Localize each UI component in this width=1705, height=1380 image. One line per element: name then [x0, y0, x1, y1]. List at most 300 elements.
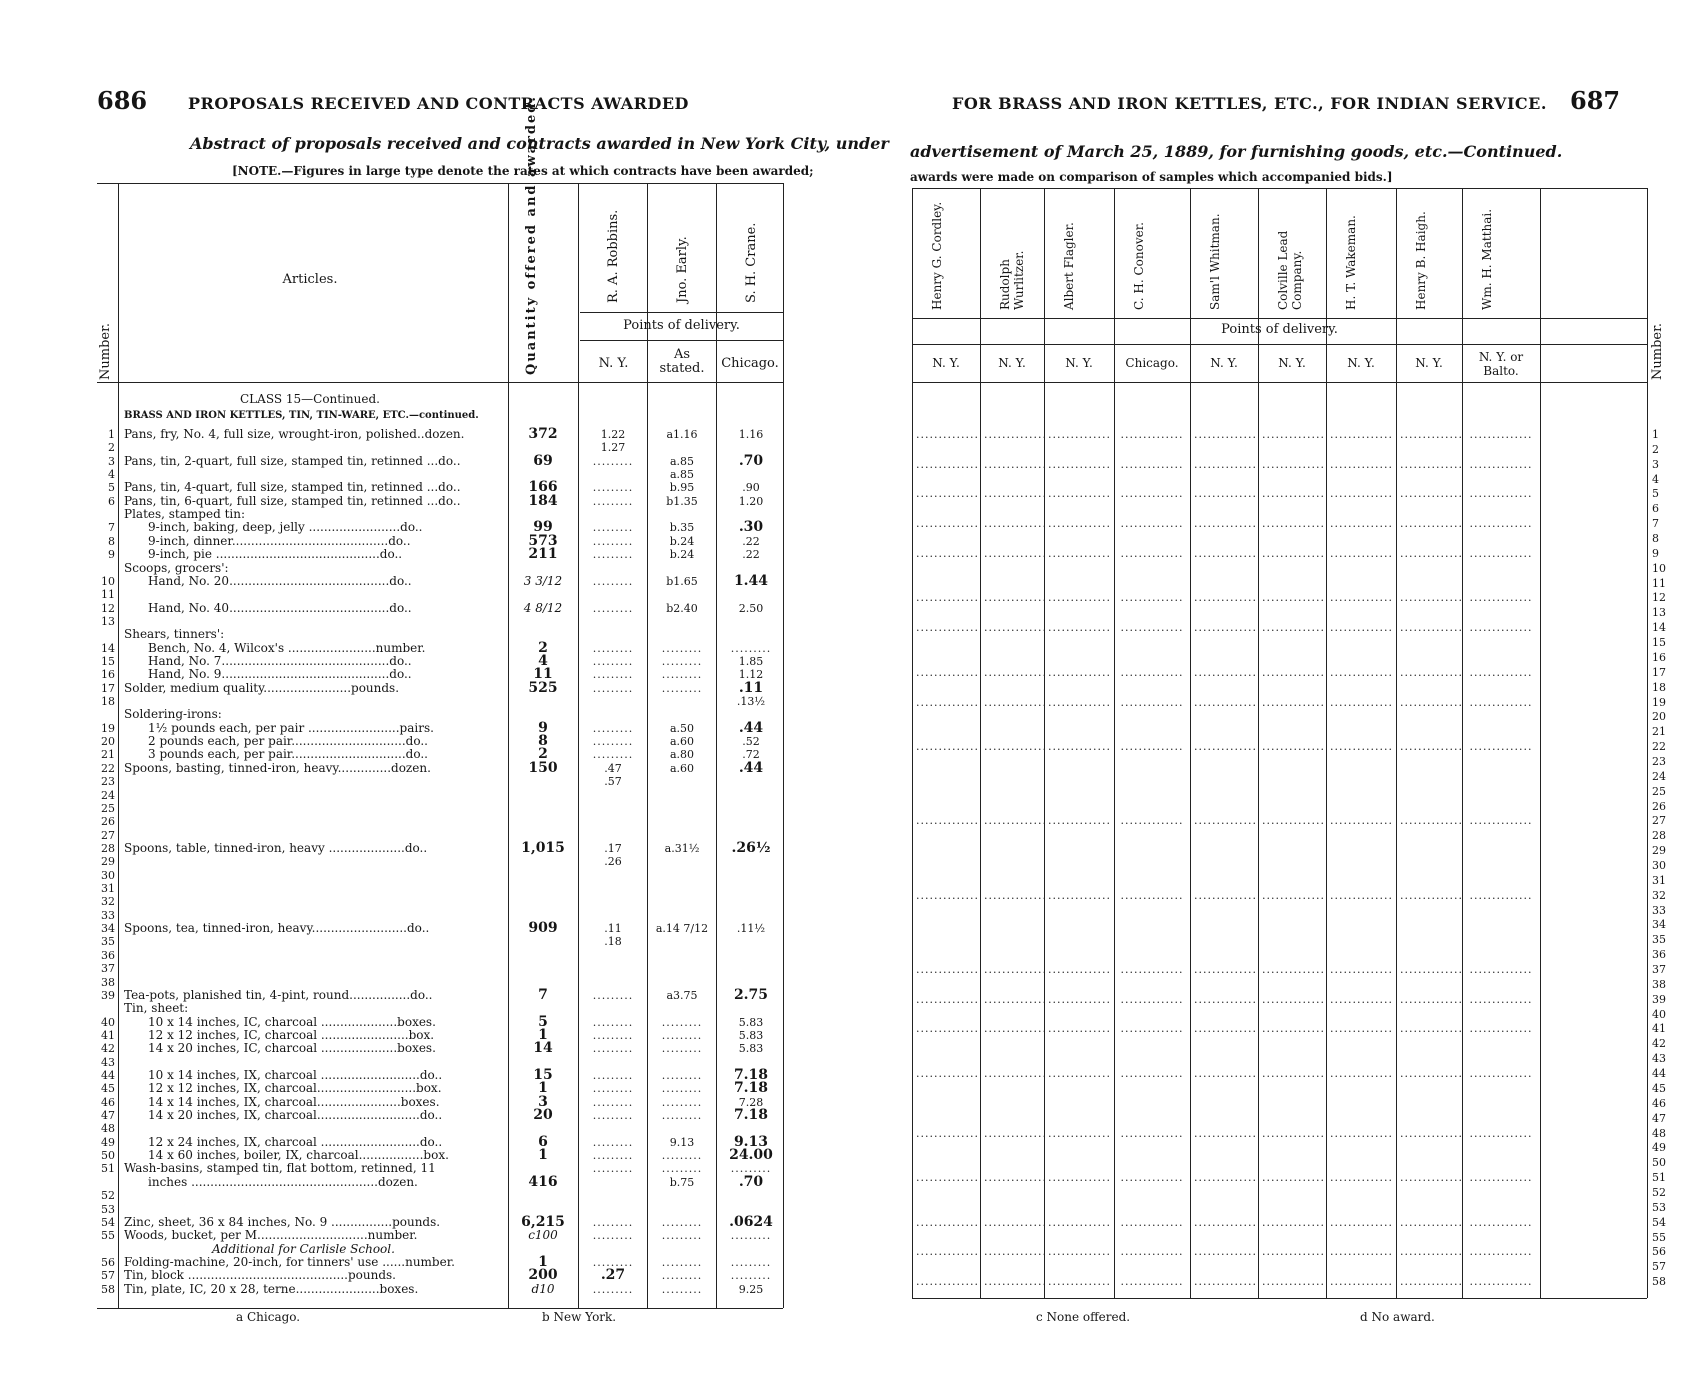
bid-cell: 7.28 — [738, 1095, 764, 1109]
col-divider — [912, 188, 913, 1298]
dotted-leader: .............. — [916, 1171, 979, 1185]
dotted-leader: .............. — [1400, 591, 1463, 605]
bid-cell: b.24 — [669, 548, 695, 562]
row-number: 52 — [101, 1189, 115, 1203]
dotted-leader: .............. — [1048, 695, 1111, 709]
bid-cell: .44 — [738, 759, 764, 776]
dotted-leader: .............. — [1330, 1171, 1393, 1185]
row-number: 14 — [1652, 621, 1666, 635]
dotted-leader: .............. — [1048, 992, 1111, 1006]
dotted-leader: .............. — [1330, 1067, 1393, 1081]
dotted-leader: ......... — [730, 1269, 772, 1283]
dotted-leader: .............. — [1400, 740, 1463, 754]
row-number: 39 — [1652, 992, 1666, 1006]
dotted-leader: .............. — [984, 621, 1047, 635]
article-label: Spoons, tea, tinned-iron, heavy.........................do.. — [124, 921, 430, 936]
dotted-leader: .............. — [916, 591, 979, 605]
row-number: 10 — [1652, 561, 1666, 575]
dotted-leader: ......... — [730, 641, 772, 655]
dotted-leader: .............. — [1048, 546, 1111, 560]
row-number: 30 — [1652, 859, 1666, 872]
row-number: 21 — [1652, 725, 1666, 739]
dotted-leader: .............. — [1469, 517, 1533, 531]
article-label: 10 x 14 inches, IC, charcoal ....................boxes. — [148, 1014, 436, 1029]
row-number: 33 — [1652, 903, 1666, 917]
row-number: 57 — [101, 1269, 115, 1283]
dotted-leader: .............. — [1400, 1022, 1463, 1036]
row-number: 45 — [101, 1082, 115, 1096]
row-number: 39 — [101, 988, 115, 1002]
dotted-leader: .............. — [916, 428, 979, 441]
dotted-leader: ......... — [730, 1255, 772, 1269]
dotted-leader: .............. — [1120, 740, 1184, 754]
quantity-cell: 2 — [538, 639, 548, 656]
quantity-cell: 20 — [533, 1107, 553, 1124]
dotted-leader: .............. — [1262, 1245, 1325, 1259]
col-divider — [1647, 188, 1648, 1298]
quantity-cell: c100 — [528, 1228, 558, 1243]
footnote: d No award. — [1360, 1310, 1435, 1324]
quantity-cell: 1 — [538, 1080, 548, 1097]
dotted-leader: .............. — [1469, 428, 1533, 441]
row-number: 7 — [108, 521, 115, 535]
bid-cell: .11 — [738, 679, 764, 696]
bid-cell: .47 — [604, 761, 622, 775]
quantity-cell: 1 — [538, 1026, 548, 1043]
quantity-cell: 6,215 — [521, 1213, 565, 1230]
points-of-delivery: Points of delivery. — [623, 318, 740, 333]
bidder-header: Wm. H. Matthai. — [1480, 208, 1494, 310]
dotted-leader: ......... — [592, 641, 634, 655]
right-page — [852, 0, 1705, 1380]
dotted-leader: ......... — [592, 655, 634, 668]
class-title: CLASS 15—Continued. — [240, 392, 380, 406]
article-label: Tin, plate, IC, 20 x 28, terne......................boxes. — [124, 1281, 419, 1296]
place-header: N. Y. or Balto. — [1478, 350, 1524, 378]
article-label: 12 x 12 inches, IC, charcoal .......................box. — [148, 1027, 435, 1042]
row-number: 19 — [1652, 695, 1666, 709]
dotted-leader: .............. — [1048, 1215, 1111, 1229]
col-divider — [716, 183, 717, 1308]
dotted-leader: .............. — [1048, 1245, 1111, 1259]
header-bottom-rule — [912, 382, 1647, 383]
dotted-leader: .............. — [1120, 1022, 1184, 1036]
article-label: Hand, No. 20..........................................do.. — [148, 573, 412, 588]
row-number: 1 — [108, 428, 115, 441]
dotted-leader: ......... — [661, 1082, 703, 1096]
row-number: 40 — [1652, 1007, 1666, 1021]
dotted-leader: .............. — [1330, 695, 1393, 709]
place-rule — [912, 344, 1647, 345]
row-number: 51 — [1652, 1171, 1666, 1185]
dotted-leader: .............. — [984, 428, 1047, 441]
dotted-leader: .............. — [1194, 665, 1257, 679]
row-number: 33 — [101, 908, 115, 922]
row-number: 26 — [1652, 799, 1666, 813]
dotted-leader: .............. — [1262, 487, 1325, 501]
dotted-leader: .............. — [1120, 695, 1184, 709]
dotted-leader: .............. — [1262, 740, 1325, 754]
row-number: 49 — [1652, 1141, 1666, 1155]
row-number: 29 — [101, 855, 115, 869]
dotted-leader: .............. — [984, 665, 1047, 679]
bid-cell: 9.13 — [669, 1135, 695, 1149]
quantity-header: Quantity offered and awarded. — [524, 95, 539, 375]
place-header: N. Y. — [1415, 356, 1443, 370]
row-number: 36 — [1652, 948, 1666, 962]
dotted-leader: .............. — [916, 963, 979, 977]
dotted-leader: .............. — [1120, 428, 1184, 441]
dotted-leader: ......... — [661, 1149, 703, 1163]
row-number: 2 — [108, 441, 115, 455]
row-number: 4 — [1652, 472, 1659, 486]
quantity-cell: 166 — [528, 479, 558, 496]
dotted-leader: .............. — [1400, 546, 1463, 560]
article-label: Soldering-irons: — [124, 707, 222, 722]
quantity-cell: 69 — [533, 452, 553, 469]
row-number: 35 — [101, 935, 115, 949]
bid-cell: .26 — [604, 855, 622, 869]
dotted-leader: .............. — [1400, 1215, 1463, 1229]
row-number: 29 — [1652, 844, 1666, 858]
bid-cell: .22 — [742, 534, 760, 548]
quantity-cell: 525 — [528, 679, 558, 696]
col-divider — [980, 188, 981, 1298]
footnote: b New York. — [542, 1310, 617, 1324]
row-number: 15 — [1652, 636, 1666, 650]
quantity-cell: 11 — [533, 666, 553, 683]
row-number: 11 — [1652, 576, 1666, 590]
dotted-leader: .............. — [1048, 428, 1111, 441]
row-number: 35 — [1652, 933, 1666, 947]
quantity-cell: 909 — [528, 920, 558, 937]
quantity-cell: 416 — [528, 1173, 558, 1190]
dotted-leader: .............. — [1469, 665, 1533, 679]
row-number: 17 — [1652, 665, 1666, 679]
bid-cell: .44 — [738, 719, 764, 736]
col-divider — [1190, 188, 1191, 1298]
dotted-leader: .............. — [1330, 740, 1393, 754]
article-label: 2 pounds each, per pair..............................do.. — [148, 734, 428, 749]
dotted-leader: .............. — [1330, 665, 1393, 679]
dotted-leader: .............. — [984, 1245, 1047, 1259]
dotted-leader: .............. — [1120, 546, 1184, 560]
dotted-leader: ......... — [592, 988, 634, 1002]
row-number: 37 — [101, 962, 115, 976]
col-divider — [118, 183, 119, 1308]
dotted-leader: .............. — [1330, 888, 1393, 902]
dotted-leader: .............. — [916, 992, 979, 1006]
row-number: 30 — [101, 868, 115, 882]
row-number: 27 — [101, 828, 115, 842]
dotted-leader: .............. — [916, 546, 979, 560]
quantity-cell: 3 — [538, 1093, 548, 1110]
article-label: Spoons, table, tinned-iron, heavy ....................do.. — [124, 840, 428, 855]
article-label: Tea-pots, planished tin, 4-pint, round................do.. — [124, 987, 433, 1002]
quantity-cell: 8 — [538, 733, 548, 750]
dotted-leader: ......... — [592, 1229, 634, 1243]
dotted-leader: .............. — [1262, 1215, 1325, 1229]
dotted-leader: .............. — [1262, 992, 1325, 1006]
dotted-leader: .............. — [984, 695, 1047, 709]
row-number: 57 — [1652, 1260, 1666, 1274]
dotted-leader: .............. — [1400, 457, 1463, 471]
bid-cell: b1.35 — [666, 494, 698, 508]
dotted-leader: .............. — [1469, 621, 1533, 635]
row-number: 47 — [1652, 1111, 1666, 1125]
dotted-leader: .............. — [916, 1245, 979, 1259]
bid-cell: .30 — [738, 519, 764, 536]
dotted-leader: .............. — [1194, 1067, 1257, 1081]
row-number: 55 — [101, 1229, 115, 1243]
dotted-leader: ......... — [592, 681, 634, 695]
running-head: PROPOSALS RECEIVED AND CONTRACTS AWARDED — [188, 94, 689, 113]
dotted-leader: .............. — [984, 517, 1047, 531]
dotted-leader: .............. — [1194, 1245, 1257, 1259]
dotted-leader: ......... — [661, 668, 703, 682]
dotted-leader: ......... — [661, 1028, 703, 1042]
dotted-leader: .............. — [1262, 814, 1325, 828]
dotted-leader: ......... — [592, 1015, 634, 1029]
number-header: Number. — [1650, 322, 1665, 380]
points-of-delivery: Points of delivery. — [1221, 322, 1338, 337]
quantity-cell: 5 — [538, 1013, 548, 1030]
article-label: Hand, No. 9............................................do.. — [148, 667, 412, 682]
dotted-leader: .............. — [984, 487, 1047, 501]
dotted-leader: .............. — [1330, 1245, 1393, 1259]
bid-cell: a3.75 — [666, 988, 698, 1002]
place-header: N. Y. — [1065, 356, 1093, 370]
bid-cell: 2.50 — [738, 601, 764, 615]
article-label: 9-inch, dinner.........................................do.. — [148, 533, 411, 548]
dotted-leader: .............. — [916, 1126, 979, 1140]
dotted-leader: .............. — [1048, 888, 1111, 902]
col-divider — [1540, 188, 1541, 1298]
dotted-leader: ......... — [661, 1215, 703, 1229]
row-number: 3 — [108, 454, 115, 468]
dotted-leader: .............. — [1469, 1171, 1533, 1185]
row-number: 24 — [101, 788, 115, 802]
dotted-leader: .............. — [984, 963, 1047, 977]
quantity-cell: 14 — [533, 1040, 553, 1057]
row-number: 46 — [1652, 1096, 1666, 1110]
dotted-leader: ......... — [592, 1162, 634, 1176]
dotted-leader: .............. — [1469, 457, 1533, 471]
dotted-leader: ......... — [661, 1015, 703, 1029]
dotted-leader: .............. — [1469, 992, 1533, 1006]
dotted-leader: .............. — [1120, 1275, 1184, 1289]
row-number: 23 — [101, 775, 115, 789]
row-number: 37 — [1652, 963, 1666, 977]
row-number: 19 — [101, 721, 115, 735]
dotted-leader: .............. — [1400, 888, 1463, 902]
row-number: 48 — [101, 1122, 115, 1136]
bid-cell: .90 — [742, 481, 760, 495]
dotted-leader: .............. — [1194, 457, 1257, 471]
dotted-leader: .............. — [1262, 1126, 1325, 1140]
dotted-leader: .............. — [1330, 457, 1393, 471]
points-rule — [580, 312, 783, 313]
dotted-leader: .............. — [916, 487, 979, 501]
row-number: 9 — [1652, 546, 1659, 560]
bid-cell: 1.12 — [738, 668, 764, 682]
dotted-leader: ......... — [661, 1255, 703, 1269]
row-number: 28 — [1652, 829, 1666, 843]
row-number: 55 — [1652, 1230, 1666, 1244]
bid-cell: 5.83 — [738, 1028, 764, 1042]
bid-cell: a.85 — [669, 454, 695, 468]
row-number: 22 — [101, 761, 115, 775]
dotted-leader: .............. — [1048, 963, 1111, 977]
row-number: 12 — [1652, 591, 1666, 605]
bid-cell: 7.18 — [733, 1080, 769, 1097]
dotted-leader: .............. — [1120, 591, 1184, 605]
dotted-leader: ......... — [661, 1095, 703, 1109]
bid-cell: b.75 — [669, 1175, 695, 1189]
dotted-leader: .............. — [1194, 428, 1257, 441]
dotted-leader: .............. — [1194, 1215, 1257, 1229]
quantity-cell: 4 8/12 — [523, 600, 563, 615]
article-label: Folding-machine, 20-inch, for tinners' use ......number. — [124, 1254, 455, 1269]
dotted-leader: ......... — [592, 748, 634, 762]
row-number: 25 — [1652, 784, 1666, 798]
row-number: 49 — [101, 1135, 115, 1149]
dotted-leader: .............. — [1262, 428, 1325, 441]
row-number: 50 — [1652, 1156, 1666, 1170]
row-number: 15 — [101, 655, 115, 668]
dotted-leader: .............. — [1262, 457, 1325, 471]
bid-cell: 2.75 — [733, 986, 769, 1003]
dotted-leader: .............. — [1330, 487, 1393, 501]
dotted-leader: ......... — [592, 481, 634, 495]
article-label: 12 x 24 inches, IX, charcoal ..........................do.. — [148, 1134, 443, 1149]
article-label: Bench, No. 4, Wilcox's .......................number. — [148, 640, 426, 655]
row-number: 43 — [101, 1055, 115, 1069]
quantity-cell: 372 — [528, 426, 558, 442]
dotted-leader: .............. — [1469, 740, 1533, 754]
dotted-leader: .............. — [1469, 963, 1533, 977]
row-number: 20 — [101, 735, 115, 749]
dotted-leader: ......... — [592, 1135, 634, 1149]
article-label: Additional for Carlisle School. — [212, 1241, 395, 1256]
dotted-leader: ......... — [592, 1042, 634, 1056]
row-number: 18 — [1652, 680, 1666, 694]
dotted-leader: .............. — [1330, 517, 1393, 531]
article-label: Hand, No. 7............................................do.. — [148, 654, 412, 668]
row-number: 2 — [1652, 442, 1659, 456]
bidder-header: Colville Lead Company. — [1276, 230, 1304, 310]
bidder-header: S. H. Crane. — [744, 222, 759, 303]
row-number: 41 — [101, 1028, 115, 1042]
article-label: Wash-basins, stamped tin, flat bottom, retinned, 11 — [124, 1161, 436, 1176]
dotted-leader: .............. — [984, 1067, 1047, 1081]
dotted-leader: .............. — [1400, 1275, 1463, 1289]
bid-cell: 1.22 — [600, 428, 626, 441]
dotted-leader: .............. — [984, 814, 1047, 828]
article-label: Pans, tin, 4-quart, full size, stamped tin, retinned ...do.. — [124, 480, 461, 495]
article-label: Pans, tin, 6-quart, full size, stamped tin, retinned ...do.. — [124, 493, 461, 508]
article-label: 14 x 20 inches, IX, charcoal...........................do.. — [148, 1108, 443, 1123]
row-number: 16 — [101, 668, 115, 682]
bid-cell: 7.18 — [733, 1066, 769, 1083]
place-header: Chicago. — [721, 356, 779, 371]
dotted-leader: .............. — [1469, 1245, 1533, 1259]
dotted-leader: .............. — [1469, 1022, 1533, 1036]
row-number: 9 — [108, 548, 115, 562]
dotted-leader: .............. — [1400, 621, 1463, 635]
number-header: Number. — [98, 322, 113, 380]
dotted-leader: .............. — [984, 1022, 1047, 1036]
place-header: N. Y. — [1278, 356, 1306, 370]
dotted-leader: .............. — [1469, 695, 1533, 709]
dotted-leader: .............. — [1330, 963, 1393, 977]
dotted-leader: .............. — [1120, 1126, 1184, 1140]
row-number: 54 — [1652, 1215, 1666, 1229]
table-top-rule — [912, 188, 1647, 189]
article-label: Pans, fry, No. 4, full size, wrought-iron, polished..dozen. — [124, 427, 465, 441]
class-subtitle: BRASS AND IRON KETTLES, TIN, TIN-WARE, ETC.—continued. — [124, 410, 479, 421]
dotted-leader: .............. — [1330, 1126, 1393, 1140]
article-label: Zinc, sheet, 36 x 84 inches, No. 9 ................pounds. — [124, 1214, 441, 1229]
dotted-leader: .............. — [916, 1022, 979, 1036]
quantity-cell: d10 — [531, 1281, 555, 1296]
dotted-leader: .............. — [1262, 1275, 1325, 1289]
bid-cell: b2.40 — [666, 601, 698, 615]
dotted-leader: .............. — [1400, 963, 1463, 977]
dotted-leader: .............. — [1400, 487, 1463, 501]
bidder-header: C. H. Conover. — [1132, 222, 1146, 310]
row-number: 44 — [101, 1068, 115, 1082]
row-number: 18 — [101, 695, 115, 709]
bid-cell: a.80 — [669, 748, 695, 762]
bid-cell: .11½ — [736, 922, 766, 936]
dotted-leader: .............. — [1194, 517, 1257, 531]
bidder-header: Sam'l Whitman. — [1208, 213, 1222, 310]
col-divider — [1114, 188, 1115, 1298]
dotted-leader: .............. — [1400, 814, 1463, 828]
quantity-cell: 2 — [538, 746, 548, 763]
abstract-title: advertisement of March 25, 1889, for furnishing goods, etc.—Continued. — [910, 142, 1563, 161]
row-number: 50 — [101, 1149, 115, 1163]
dotted-leader: .............. — [1262, 695, 1325, 709]
article-label: 12 x 12 inches, IX, charcoal..........................box. — [148, 1081, 442, 1096]
dotted-leader: ......... — [661, 655, 703, 668]
dotted-leader: .............. — [1330, 992, 1393, 1006]
dotted-leader: .............. — [1400, 665, 1463, 679]
dotted-leader: .............. — [1194, 1171, 1257, 1185]
dotted-leader: .............. — [1400, 517, 1463, 531]
dotted-leader: .............. — [1469, 1126, 1533, 1140]
dotted-leader: ......... — [592, 1028, 634, 1042]
dotted-leader: .............. — [1330, 814, 1393, 828]
bid-cell: 1.27 — [600, 441, 626, 455]
dotted-leader: ......... — [592, 1149, 634, 1163]
row-number: 53 — [101, 1202, 115, 1216]
place-header: N. Y. — [932, 356, 960, 370]
bid-cell: b1.65 — [666, 574, 698, 588]
dotted-leader: ......... — [592, 735, 634, 749]
row-number: 10 — [101, 574, 115, 588]
dotted-leader: .............. — [1048, 1126, 1111, 1140]
dotted-leader: ......... — [592, 1068, 634, 1082]
dotted-leader: .............. — [1120, 1245, 1184, 1259]
row-number: 43 — [1652, 1052, 1666, 1066]
dotted-leader: ......... — [592, 1215, 634, 1229]
dotted-leader: .............. — [1262, 665, 1325, 679]
bid-cell: .72 — [742, 748, 760, 762]
dotted-leader: ......... — [661, 1042, 703, 1056]
row-number: 14 — [101, 641, 115, 655]
